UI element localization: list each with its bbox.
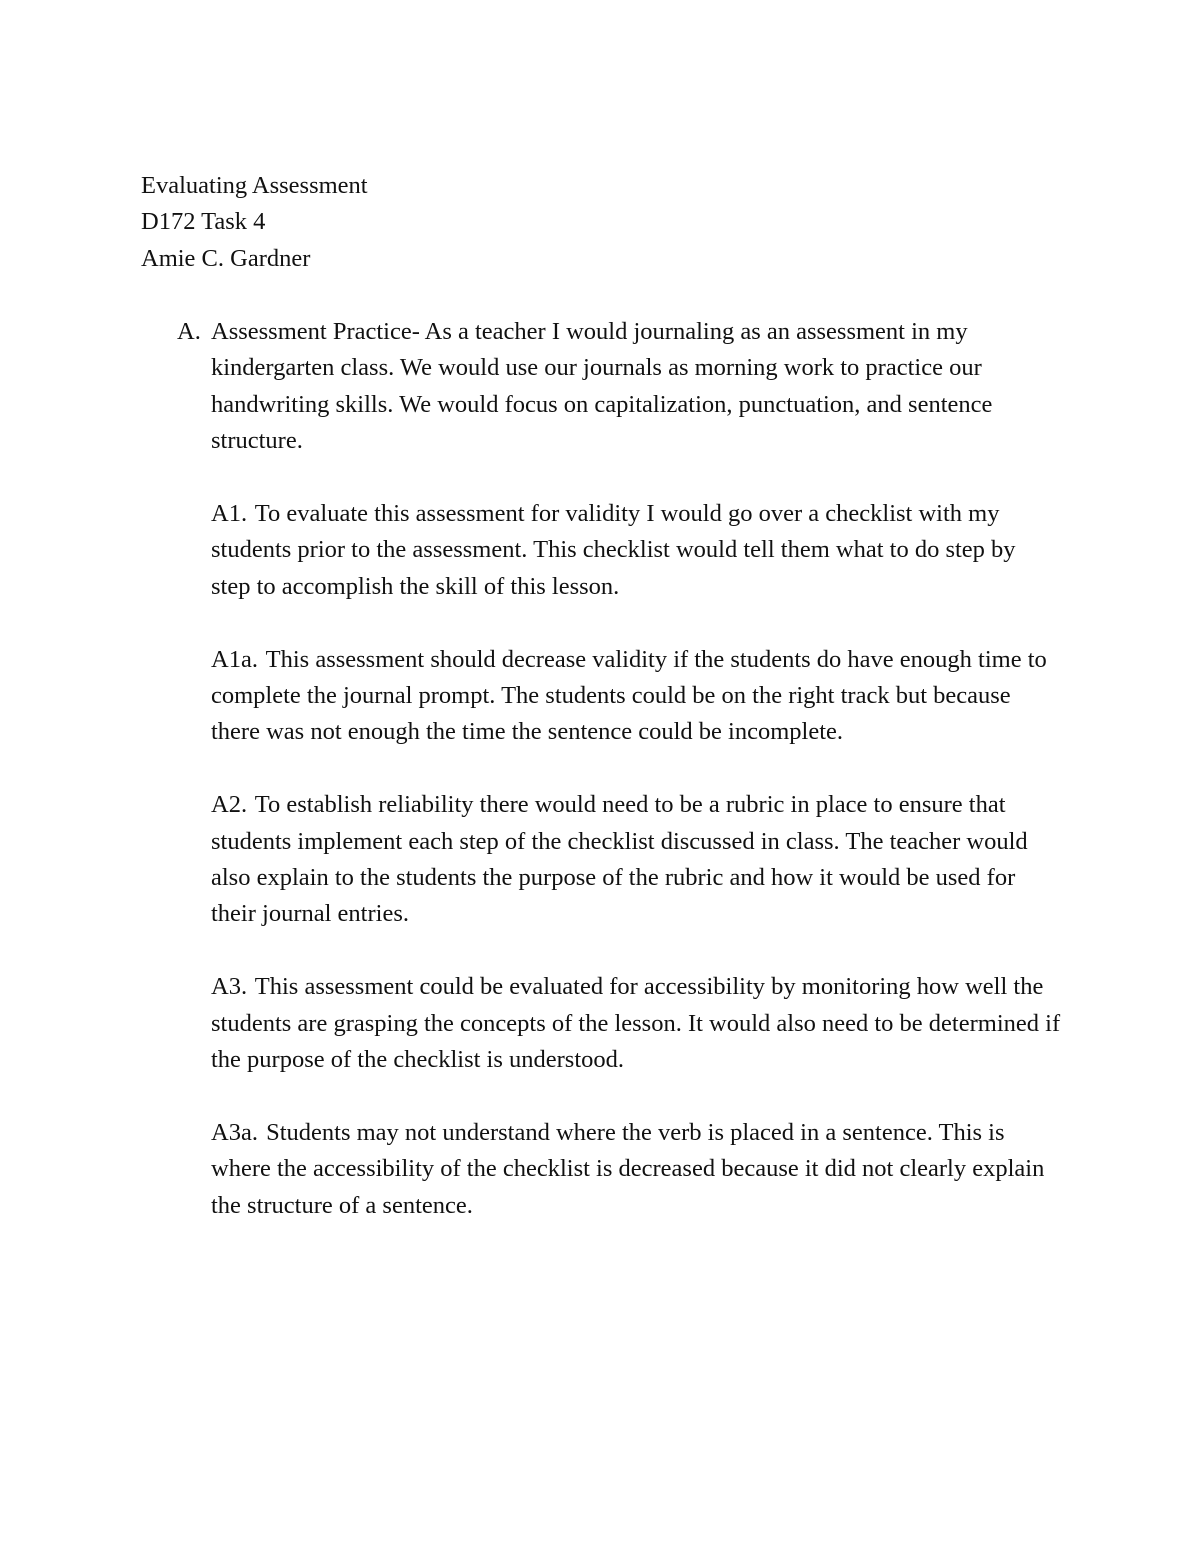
subsection-label: A2. (211, 791, 248, 819)
subsection-label: A1a. (211, 645, 258, 673)
subsection-a2 (211, 787, 1061, 933)
subsection-label: A3. (211, 973, 248, 1001)
course-task-line: D172 Task 4 (141, 208, 266, 236)
author-name: Amie C. Gardner (141, 244, 311, 272)
subsection-a3 (211, 969, 1061, 1078)
subsection-text: Students may not understand where the verb is placed in a sentence. This is where the accessibility of the checklist is decreased because it did not clearly explain the structure of a sentence. (211, 1118, 1045, 1219)
assessment-practice-text: Assessment Practice- As a teacher I would journaling as an assessment in my kindergarten class. We would use our journals as morning work to practice our handwriting skills. We would focus on capitalization, punctuation, and sentence structure. (211, 318, 993, 455)
subsection-label: A1. (211, 500, 248, 528)
assessment-practice-item (141, 314, 1061, 460)
subsection-text: To evaluate this assessment for validity I would go over a checklist with my students prior to the assessment. This checklist would tell them what to do step by step to accomplish the skill of this lesson. (211, 500, 1016, 600)
assessment-response-section (141, 314, 1061, 1224)
subsection-text: This assessment could be evaluated for accessibility by monitoring how well the students are grasping the concepts of the lesson. It would also need to be determined if the purpose of the checklist is understood. (211, 973, 1061, 1074)
subsection-text: This assessment should decrease validity if the students do have enough time to complete the journal prompt. The students could be on the right track but because there was not enough the time the sentence could be incomplete. (211, 645, 1047, 746)
subsection-text: To establish reliability there would need to be a rubric in place to ensure that students implement each step of the checklist discussed in class. The teacher would also explain to the students the purpose of the rubric and how it would be used for their journal entries. (211, 791, 1028, 928)
subsection-label: A3a. (211, 1118, 258, 1146)
subsection-a3a (211, 1115, 1061, 1224)
subsection-a1 (211, 496, 1061, 605)
document-header (141, 168, 841, 277)
item-label: A. (177, 318, 201, 345)
document-title: Evaluating Assessment (141, 172, 368, 199)
subsection-a1a (211, 642, 1061, 751)
